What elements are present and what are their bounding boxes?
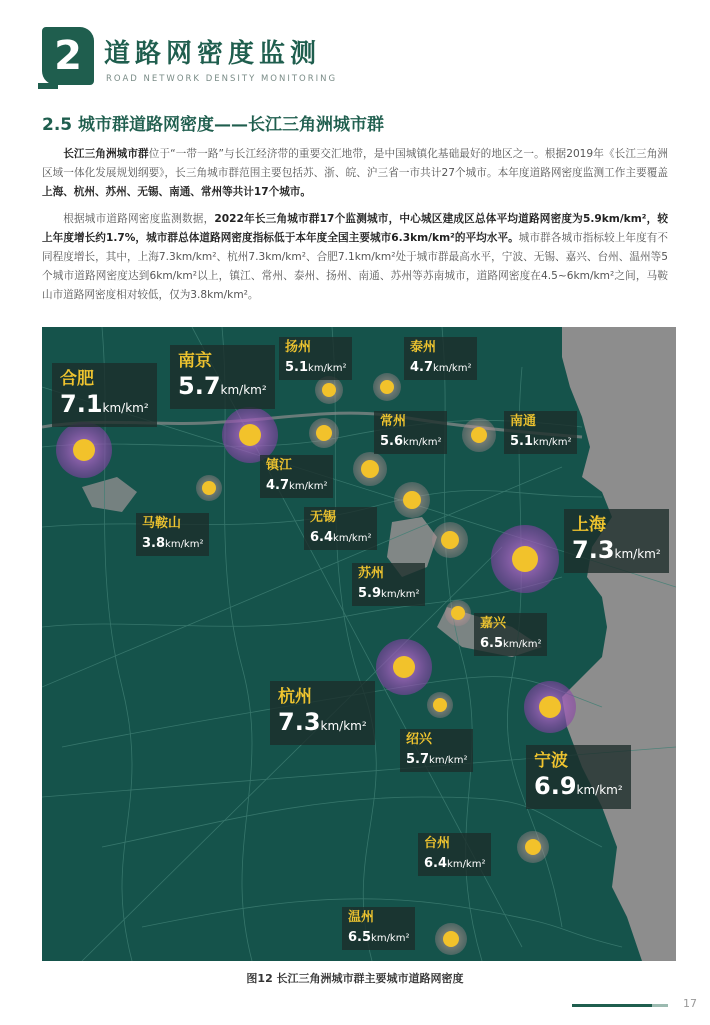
city-value: 7.1 [60, 390, 103, 418]
city-dot [539, 696, 561, 718]
city-value: 5.9 [358, 586, 382, 601]
city-unit: km/km² [576, 783, 623, 797]
city-value: 7.3 [572, 536, 615, 564]
city-dot [433, 698, 447, 712]
city-label-wenzhou [342, 907, 415, 950]
city-value: 5.6 [380, 434, 404, 449]
city-unit: km/km² [614, 547, 661, 561]
city-name: 马鞍山 [142, 516, 182, 531]
city-value: 5.1 [510, 434, 534, 449]
chapter-title: 道路网密度监测 [104, 39, 322, 69]
city-unit: km/km² [333, 533, 372, 544]
city-dot [443, 931, 459, 947]
city-unit: km/km² [320, 719, 367, 733]
city-name: 镇江 [266, 458, 293, 473]
city-dot [316, 425, 332, 441]
city-name: 泰州 [410, 340, 437, 355]
city-label-zhenjiang [260, 455, 333, 498]
paragraph-text: 城市群各城市指标较上年度有不同程度增长，其中，上海7.3km/km²、杭州7.3km/km²、合肥7.1km/km²处于城市群最高水平，宁波、无锡、嘉兴、台州、温州等5个城市道路网密度达到6km/km²以上，镇江、常州、泰州、扬州、南通、苏州等苏南城市，道路网密度在4.5~6km/km²之间，马鞍山市道路网密度相对较低，仅为3.8km/km²。 [42, 232, 668, 301]
city-label-nanjing [170, 345, 275, 409]
city-name: 合肥 [60, 369, 94, 389]
paragraph-text: 位于“一带一路”与长江经济带的重要交汇地带，是中国城镇化基础最好的地区之一。根据2019年《长江三角洲区域一体化发展规划纲要》，长三角城市群范围主要包括苏、浙、皖、沪三省一市共计27个城市。本年度道路网密度监测工作主要覆盖 [42, 148, 669, 179]
city-label-ningbo [526, 745, 631, 809]
city-label-yangzhou [279, 337, 352, 380]
city-unit: km/km² [102, 401, 149, 415]
city-label-hangzhou [270, 681, 375, 745]
analysis-paragraph [42, 210, 668, 305]
city-dot [380, 380, 394, 394]
city-dot [441, 531, 459, 549]
city-label-shanghai [564, 509, 669, 573]
city-value: 7.3 [278, 708, 321, 736]
city-dot [512, 546, 538, 572]
city-label-nantong [504, 411, 577, 454]
city-name: 常州 [380, 414, 407, 429]
city-name: 宁波 [534, 751, 568, 771]
footer-bar-accent [652, 1004, 668, 1007]
city-label-wuxi [304, 507, 377, 550]
page-number: 17 [683, 997, 697, 1010]
city-name: 温州 [348, 910, 375, 925]
city-value: 6.5 [480, 636, 504, 651]
city-value: 4.7 [410, 360, 434, 375]
city-name: 无锡 [310, 510, 337, 525]
paragraph-bold: 2022年长三角城市群17个监测城市，中心城区建成区总体平均道路网密度为5.9km/km²，较上年度增长约1.7%，城市群总体道路网密度指标低于本年度全国主要城市6.3km/km²的平均水平。 [42, 213, 669, 244]
city-name: 扬州 [285, 340, 312, 355]
city-unit: km/km² [165, 539, 204, 550]
city-unit: km/km² [220, 383, 267, 397]
paragraph-bold: 上海、杭州、苏州、无锡、南通、常州等共计17个城市。 [42, 186, 311, 198]
city-unit: km/km² [503, 639, 542, 650]
lake-chaohu [82, 477, 137, 512]
city-dot [361, 460, 379, 478]
section-title: 2.5 城市群道路网密度——长江三角洲城市群 [42, 115, 385, 135]
city-name: 绍兴 [406, 732, 433, 747]
city-unit: km/km² [381, 589, 420, 600]
city-dot [322, 383, 336, 397]
city-value: 6.5 [348, 930, 372, 945]
chapter-number-badge: 2 [42, 27, 94, 85]
city-value: 6.4 [424, 856, 448, 871]
chapter-subtitle: ROAD NETWORK DENSITY MONITORING [106, 74, 338, 84]
city-name: 台州 [424, 836, 451, 851]
city-dot [451, 606, 465, 620]
city-unit: km/km² [433, 363, 472, 374]
city-unit: km/km² [533, 437, 572, 448]
city-unit: km/km² [371, 933, 410, 944]
city-label-changzhou [374, 411, 447, 454]
city-label-taizhou-js [404, 337, 477, 380]
city-name: 上海 [572, 515, 606, 535]
paragraph-text: 根据城市道路网密度监测数据， [63, 213, 215, 225]
city-name: 杭州 [278, 687, 312, 707]
city-label-jiaxing [474, 613, 547, 656]
city-value: 6.9 [534, 772, 577, 800]
figure-caption: 图12 长江三角洲城市群主要城市道路网密度 [246, 972, 464, 985]
city-label-suzhou [352, 563, 425, 606]
city-name: 嘉兴 [480, 616, 507, 631]
footer-bar [572, 1004, 652, 1007]
city-unit: km/km² [289, 481, 328, 492]
city-value: 5.1 [285, 360, 309, 375]
city-value: 3.8 [142, 536, 166, 551]
city-value: 6.4 [310, 530, 334, 545]
density-map [42, 327, 676, 961]
city-dot [73, 439, 95, 461]
city-label-maanshan [136, 513, 209, 556]
city-dot [393, 656, 415, 678]
city-name: 苏州 [358, 566, 385, 581]
city-label-taizhou-zj [418, 833, 491, 876]
city-dot [525, 839, 541, 855]
paragraph-bold: 长江三角洲城市群 [63, 148, 149, 160]
sea-area [562, 327, 676, 961]
city-value: 5.7 [406, 752, 430, 767]
city-label-shaoxing [400, 729, 473, 772]
city-label-hefei [52, 363, 157, 427]
city-value: 4.7 [266, 478, 290, 493]
intro-paragraph [42, 145, 668, 202]
city-dot [202, 481, 216, 495]
city-unit: km/km² [308, 363, 347, 374]
city-name: 南京 [178, 351, 212, 371]
city-dot [403, 491, 421, 509]
city-dot [239, 424, 261, 446]
city-unit: km/km² [403, 437, 442, 448]
city-value: 5.7 [178, 372, 221, 400]
city-name: 南通 [510, 414, 537, 429]
city-unit: km/km² [429, 755, 468, 766]
city-unit: km/km² [447, 859, 486, 870]
city-dot [471, 427, 487, 443]
